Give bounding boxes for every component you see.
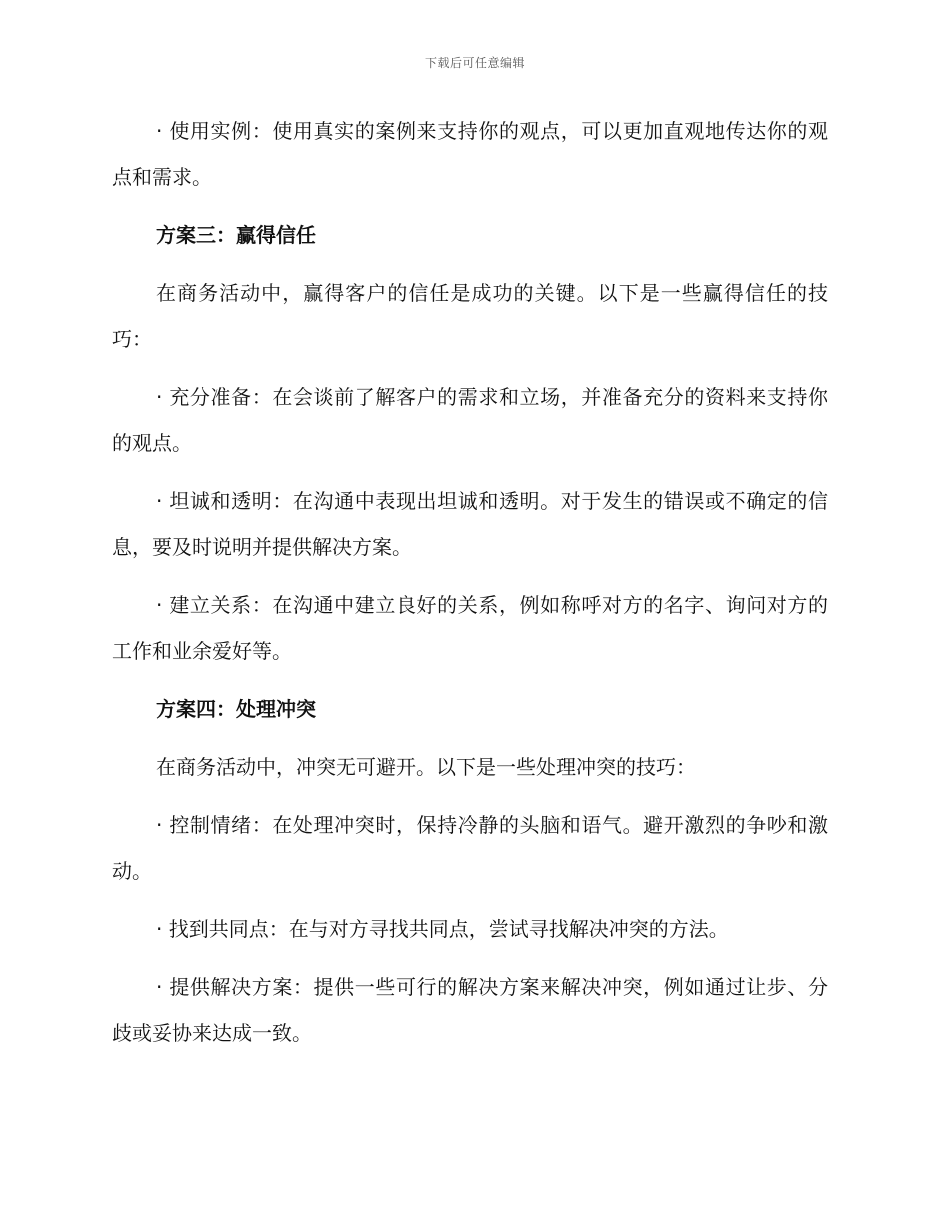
bullet-honesty-transparency: · 坦诚和透明：在沟通中表现出坦诚和透明。对于发生的错误或不确定的信息，要及时说明并提供解决方案。 xyxy=(112,489,828,559)
bullet-build-relationship: · 建立关系：在沟通中建立良好的关系，例如称呼对方的名字、询问对方的工作和业余爱好等。 xyxy=(112,593,828,663)
intro-paragraph-trust: 在商务活动中，赢得客户的信任是成功的关键。以下是一些赢得信任的技巧： xyxy=(112,281,828,351)
section-heading-plan-three: 方案三：赢得信任 xyxy=(156,223,316,247)
intro-paragraph-conflict: 在商务活动中，冲突无可避开。以下是一些处理冲突的技巧： xyxy=(156,755,696,779)
document-body xyxy=(112,108,828,1068)
bullet-full-preparation: · 充分准备：在会谈前了解客户的需求和立场，并准备充分的资料来支持你的观点。 xyxy=(112,385,828,455)
bullet-control-emotions: · 控制情绪：在处理冲突时，保持冷静的头脑和语气。避开激烈的争吵和激动。 xyxy=(112,813,828,883)
bullet-find-common-ground: · 找到共同点：在与对方寻找共同点，尝试寻找解决冲突的方法。 xyxy=(156,917,729,941)
bullet-use-examples: · 使用实例：使用真实的案例来支持你的观点，可以更加直观地传达你的观点和需求。 xyxy=(112,119,828,189)
section-heading-plan-four: 方案四：处理冲突 xyxy=(156,697,316,721)
page-header-note: 下载后可任意编辑 xyxy=(424,56,525,70)
bullet-offer-solutions: · 提供解决方案：提供一些可行的解决方案来解决冲突，例如通过让步、分歧或妥协来达成一致。 xyxy=(112,975,828,1045)
